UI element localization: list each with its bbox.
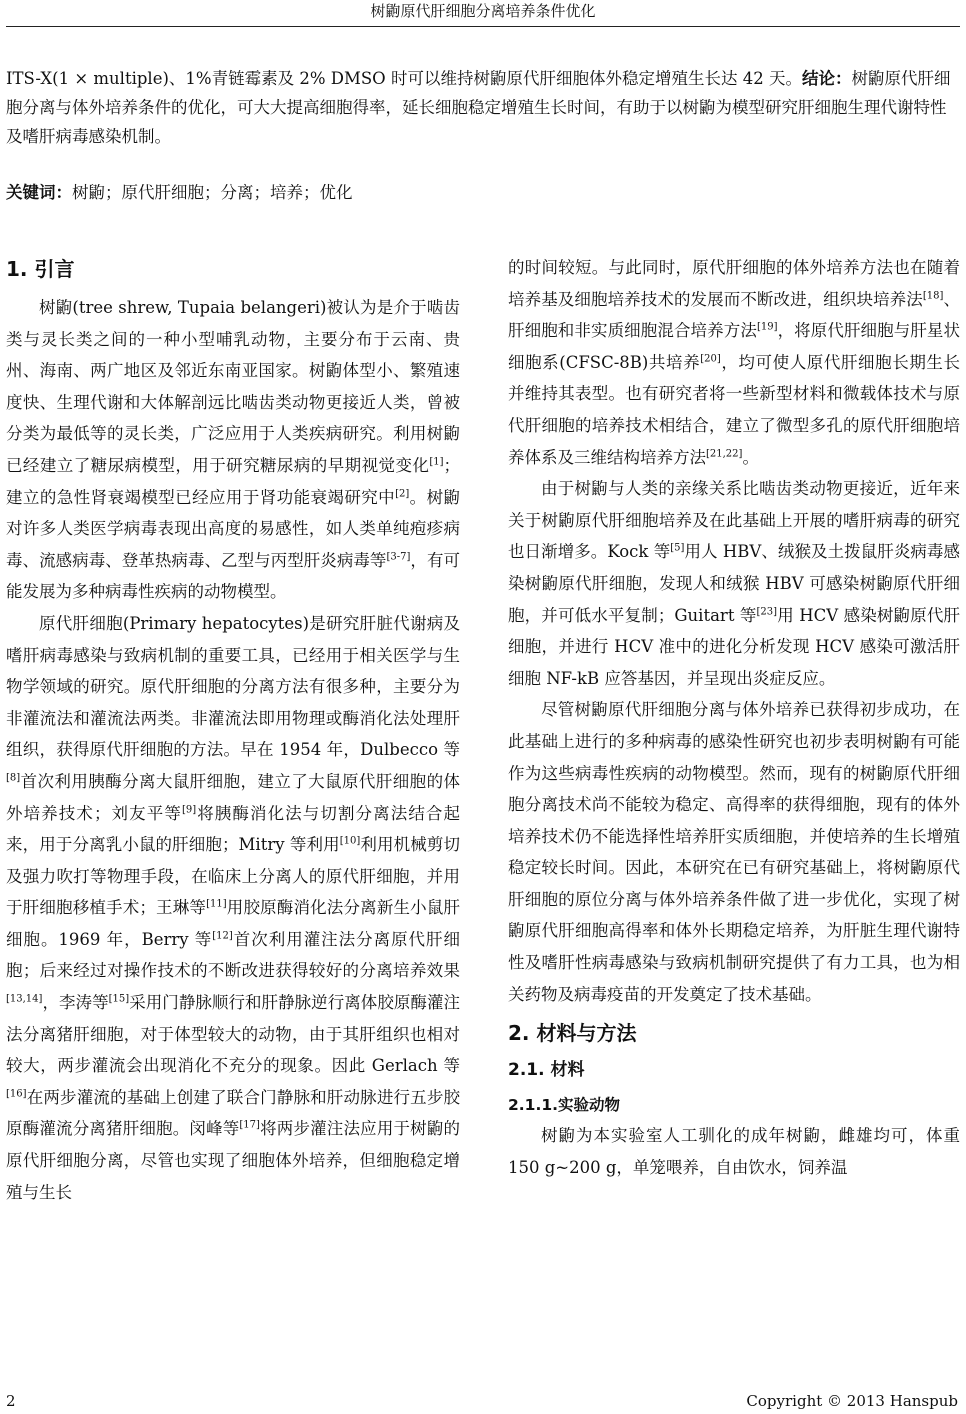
intro-paragraph-2: 原代肝细胞(Primary hepatocytes)是研究肝脏代谢病及嗜肝病毒感染与致病机制的重要工具，已经用于相关医学与生物学领域的研究。原代肝细胞的分离方法有很多种，主要分为非灌流法和灌流法两类。非灌流法即用物理或酶消化法处理肝组织，获得原代肝细胞的方法。早在 1954 年，Dulbecco 等[8]首次利用胰酶分离大鼠肝细胞，建立了大鼠原代肝细胞的体外培养技术；刘友平等[9]将胰酶消化法与切割分离法结合起来，用于分离乳小鼠的肝细胞；Mitry 等利用[10]利用机械剪切及强力吹打等物理手段，在临床上分离人的原代肝细胞，并用于肝细胞移植手术；王琳等[11]用胶原酶消化法分离新生小鼠肝细胞。1969 年，Berry 等[12]首次利用灌注法分离原代肝细胞；后来经过对操作技术的不断改进获得较好的分离培养效果[13,14]，李涛等[15]采用门静脉顺行和肝静脉逆行离体胶原酶灌注法分离猪肝细胞，对于体型较大的动物，由于其肝组织也相对较大，两步灌流会出现消化不充分的现象。因此 Gerlach 等[16]在两步灌流的基础上创建了联合门静脉和肝动脉进行五步胶原酶灌流分离猪肝细胞。闵峰等[17]将两步灌注法应用于树鼩的原代肝细胞分离，尽管也实现了细胞体外培养，但细胞稳定增殖与生长 bbox=[6, 613, 461, 1202]
intro-paragraph-1: 树鼩(tree shrew, Tupaia belangeri)被认为是介于啮齿类与灵长类之间的一种小型哺乳动物，主要分布于云南、贵州、海南、两广地区及邻近东南亚国家。树鼩体型小、繁殖速度快、生理代谢和大体解剖远比啮齿类动物更接近人类，曾被分类为最低等的灵长类，广泛应用于人类疾病研究。利用树鼩已经建立了糖尿病模型，用于研究糖尿病的早期视觉变化[1]；建立的急性肾衰竭模型已经应用于肾功能衰竭研究中[2]。树鼩对许多人类医学病毒表现出高度的易感性，如人类单纯疱疹病毒、流感病毒、登革热病毒、乙型与丙型肝炎病毒等[3-7]，有可能发展为多种病毒性疾病的动物模型。 bbox=[6, 298, 461, 602]
citation: [17] bbox=[239, 1119, 260, 1131]
citation: [3-7] bbox=[386, 551, 411, 563]
running-title: 树鼩原代肝细胞分离培养条件优化 bbox=[370, 2, 596, 20]
section-2-heading: 2. 材料与方法 bbox=[508, 1021, 637, 1046]
citation: [8] bbox=[6, 772, 21, 784]
conclusion-label: 结论： bbox=[801, 69, 852, 88]
citation: [18] bbox=[922, 290, 944, 302]
citation: [19] bbox=[756, 321, 778, 333]
intro-paragraph-3: 由于树鼩与人类的亲缘关系比啮齿类动物更接近，近年来关于树鼩原代肝细胞培养及在此基础上开展的嗜肝病毒的研究也日渐增多。Kock 等[5]用人 HBV、绒猴及土拨鼠肝炎病毒感染树鼩原代肝细胞，发现人和绒猴 HBV 可感染树鼩原代肝细胞，并可低水平复制；Guitart 等[23]用 HCV 感染树鼩原代肝细胞，并进行 HCV 准中的进化分析发现 HCV 感染可激活肝细胞 NF-kB 应答基因，并呈现出炎症反应。 bbox=[508, 479, 960, 688]
keywords bbox=[6, 178, 960, 207]
abstract-continuation bbox=[6, 64, 960, 151]
citation: [1] bbox=[429, 456, 444, 468]
section-1-heading: 1. 引言 bbox=[6, 257, 75, 281]
right-column bbox=[508, 252, 960, 1183]
header-rule bbox=[6, 26, 960, 27]
subsection-2-1-1-heading: 2.1.1.实验动物 bbox=[508, 1096, 621, 1115]
citation: [13,14] bbox=[6, 993, 43, 1005]
citation: [2] bbox=[395, 488, 410, 500]
citation: [23] bbox=[756, 606, 778, 618]
keywords-text: 树鼩；原代肝细胞；分离；培养；优化 bbox=[72, 183, 353, 202]
intro-paragraph-4: 尽管树鼩原代肝细胞分离与体外培养已获得初步成功，在此基础上进行的多种病毒的感染性研究也初步表明树鼩有可能作为这些病毒性疾病的动物模型。然而，现有的树鼩原代肝细胞分离技术尚不能较为稳定、高得率的获得细胞，现有的体外培养技术仍不能选择性培养肝实质细胞，并使培养的生长增殖稳定较长时间。因此，本研究在已有研究基础上，将树鼩原代肝细胞的原位分离与体外培养条件做了进一步优化，实现了树鼩原代肝细胞高得率和体外长期稳定培养，为肝脏生理代谢特性及嗜肝性病毒感染与致病机制研究提供了有力工具，也为相关药物及病毒疫苗的开发奠定了技术基础。 bbox=[508, 700, 960, 1004]
intro-paragraph-2-continued: 的时间较短。与此同时，原代肝细胞的体外培养方法也在随着培养基及细胞培养技术的发展而不断改进，组织块培养法[18]、肝细胞和非实质细胞混合培养方法[19]，将原代肝细胞与肝星状细胞系(CFSC-8B)共培养[20]，均可使人原代肝细胞长期生长并维持其表型。也有研究者将一些新型材料和微载体技术与原代肝细胞的培养技术相结合，建立了微型多孔的原代肝细胞培养体系及三维结构培养方法[21,22]。 bbox=[508, 258, 961, 467]
abstract-text: ITS-X(1 × multiple)、1%青链霉素及 2% DMSO 时可以维持树鼩原代肝细胞体外稳定增殖生长达 42 天。 bbox=[6, 69, 802, 88]
keywords-label: 关键词： bbox=[6, 183, 72, 202]
conclusion-text: 树鼩原代肝细胞分离与体外培养条件的优化，可大大提高细胞得率，延长细胞稳定增殖生长时间，有助于以树鼩为模型研究肝细胞生理代谢特性及嗜肝病毒感染机制。 bbox=[6, 69, 951, 146]
citation: [11] bbox=[206, 898, 227, 910]
citation: [5] bbox=[670, 542, 685, 554]
citation: [9] bbox=[181, 804, 197, 815]
citation: [16] bbox=[6, 1088, 27, 1100]
citation: [21,22] bbox=[706, 448, 743, 460]
citation: [10] bbox=[339, 835, 361, 847]
subsection-2-1-heading: 2.1. 材料 bbox=[508, 1060, 585, 1081]
page-number: 2 bbox=[6, 1392, 16, 1410]
left-column bbox=[6, 252, 460, 1208]
citation: [20] bbox=[700, 353, 721, 365]
materials-paragraph-1: 树鼩为本实验室人工驯化的成年树鼩，雌雄均可，体重 150 g~200 g，单笼喂养，自由饮水，饲养温 bbox=[508, 1126, 960, 1177]
copyright-notice: Copyright © 2013 Hanspub bbox=[746, 1392, 958, 1410]
citation: [15] bbox=[108, 993, 130, 1005]
citation: [12] bbox=[212, 930, 233, 942]
